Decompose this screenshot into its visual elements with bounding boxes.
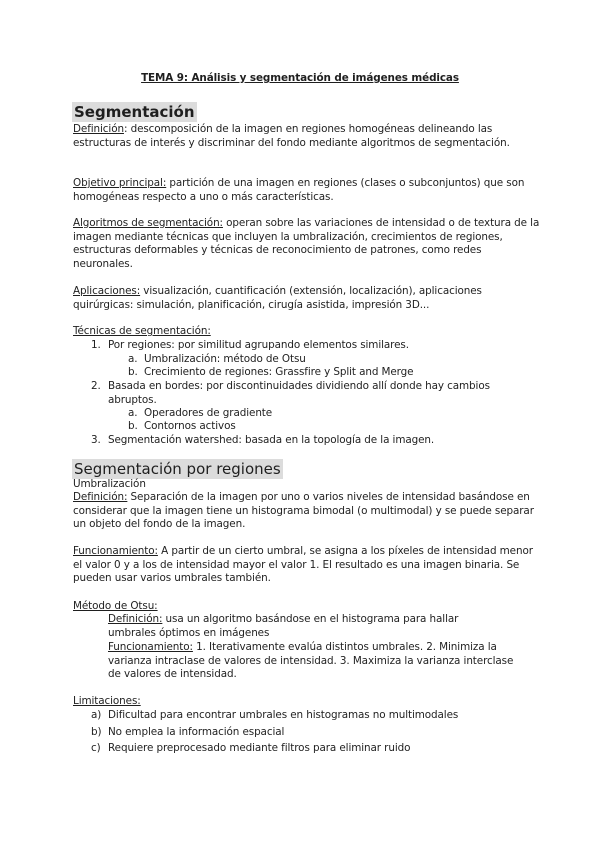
label-objetivo: Objetivo principal: — [73, 177, 167, 189]
paragraph-algoritmos — [73, 217, 543, 271]
text-funcionamiento: A partir de un cierto umbral, se asigna a los píxeles de intensidad menor el valor 0 y a los de intensidad mayor el valor 1. El resultado es una imagen binaria. Se pueden usar varios umbrales también. — [73, 545, 533, 585]
label-otsu: Método de Otsu: — [73, 600, 158, 612]
text-aplicaciones: visualización, cuantificación (extensión, localización), aplicaciones quirúrgicas: simulación, planificación, cirugía asistida, impresión 3D... — [73, 285, 482, 311]
label-aplicaciones: Aplicaciones: — [73, 285, 141, 297]
paragraph-funcionamiento — [73, 545, 543, 586]
paragraph-otsu-definicion: Definición: usa un algoritmo basándose en el histograma para hallar umbrales óptimos en imágenes — [108, 613, 459, 639]
paragraph-definicion — [73, 123, 543, 150]
paragraph-otsu-funcionamiento: Funcionamiento: 1. Iterativamente evalúa distintos umbrales. 2. Minimiza la varianza intraclase de valores de intensidad. 3. Maximiza la varianza interclase de valores de intensidad. — [108, 641, 514, 681]
label-tecnicas: Técnicas de segmentación: — [73, 325, 211, 337]
label-algoritmos: Algoritmos de segmentación: — [73, 217, 223, 229]
text-algoritmos: operan sobre las variaciones de intensidad o de textura de la imagen mediante técnicas que incluyen la umbralización, crecimientos de regiones, estructuras deformables y técnicas de reconocimiento de patrones, como redes neuronales. — [73, 217, 540, 270]
section-heading-segmentacion-regiones: Segmentación por regiones — [74, 460, 281, 478]
label-limitaciones: Limitaciones: — [73, 695, 141, 707]
text-definicion: : descomposición de la imagen en regiones homogéneas delineando las estructuras de interés y discriminar del fondo mediante algoritmos de segmentación. — [73, 123, 510, 149]
document-title: TEMA 9: Análisis y segmentación de imágenes médicas — [141, 72, 459, 84]
section-heading-segmentacion: Segmentación — [74, 103, 195, 121]
label-definicion: Definición — [73, 123, 124, 135]
paragraph-aplicaciones — [73, 285, 543, 312]
label-definicion-umbral: Definición: — [73, 491, 128, 503]
label-funcionamiento: Funcionamiento: — [73, 545, 158, 557]
subheading-umbralizacion: Umbralización — [73, 478, 146, 490]
text-definicion-umbral: Separación de la imagen por uno o varios niveles de intensidad basándose en considerar que la imagen tiene un histograma bimodal (o multimodal) y se puede separar un objeto del fondo de la imagen. — [73, 491, 534, 531]
paragraph-objetivo — [73, 177, 543, 204]
document-page: TEMA 9: Análisis y segmentación de imágenes médicas Segmentación Definición: descomposición de la imagen en regiones homogéneas delineando las estructuras de interés y discriminar del fondo mediante algoritmos de segmentación. Objetivo principal: partición de una imagen en regiones (clases o subconjuntos) que son homogéneas respecto a uno o más características. Algoritmos de segmentación: operan sobre las variaciones de intensidad o de textura de la imagen mediante técnicas que incluyen la umbralización, crecimientos de regiones, estructuras deformables y técnicas de reconocimiento de patrones, como redes neuronales. Aplicaciones: visualización, cuantificación (extensión, localización), aplicaciones quirúrgicas: simulación, planificación, cirugía asistida, impresión 3D... Técnicas de segmentación: 1. Por regiones: por similitud agrupando elementos similares. a. Umbralización: método de Otsu b. Crecimiento de regiones: Grassfire y Split and Merge 2. Basada en bordes: por discontinuidades dividiendo allí donde hay cambios abruptos. a. Operadores de gradiente b. Contornos activos 3. Segmentación watershed: basada en la topología de la imagen. Segmentación por regiones Umbralización Definición: Separación de la imagen por uno o varios niveles de intensidad basándose en considerar que la imagen tiene un histograma bimodal (o multimodal) y se puede separar un objeto del fondo de la imagen. Funcionamiento: A partir de un cierto umbral, se asigna a los píxeles de intensidad menor el valor 0 y a los de intensidad mayor el valor 1. El resultado es una imagen binaria. Se pueden usar varios umbrales también. Método de Otsu: Definición: usa un algoritmo basándose en el histograma para hallar umbrales óptimos en imágenes Funcionamiento: 1. Iterativamente evalúa distintos umbrales. 2. Minimiza la varianza intraclase de valores de intensidad. 3. Maximiza la varianza interclase de valores de intensidad. Limitaciones: a) Dificultad para encontrar umbrales en histogramas no multimodales b) No emplea la información espacial c) Requiere preprocesado mediante filtros para eliminar ruido — [0, 0, 600, 848]
text-objetivo: partición de una imagen en regiones (clases o subconjuntos) que son homogéneas respecto a uno o más características. — [73, 177, 525, 203]
paragraph-definicion-umbral — [73, 491, 543, 532]
